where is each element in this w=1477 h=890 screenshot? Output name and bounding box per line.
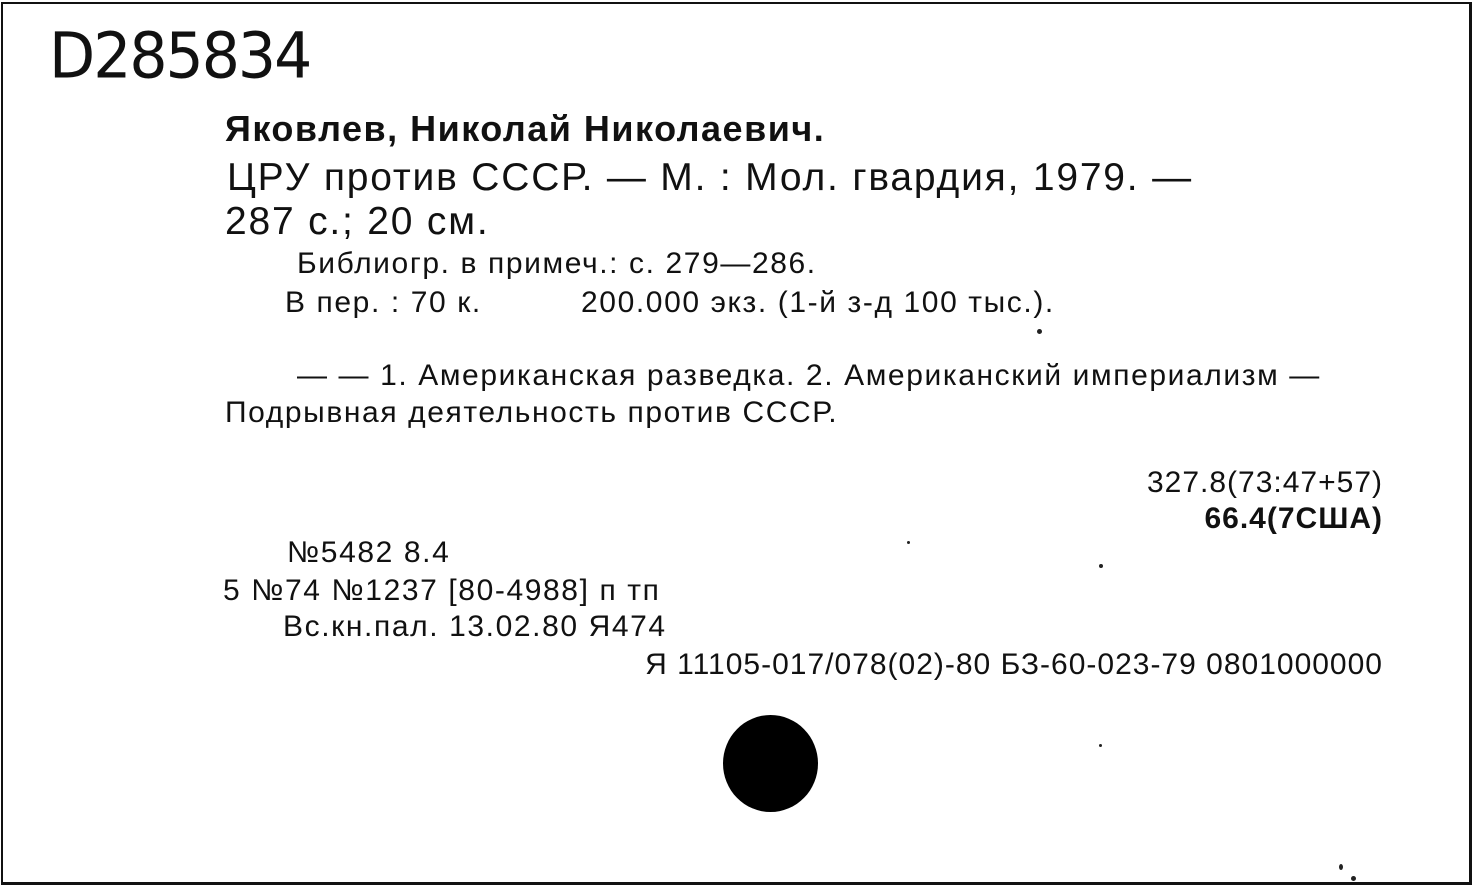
publisher-code: Я 11105-017/078(02)-80 БЗ-60-023-79 0801000000 [645, 648, 1383, 681]
ink-speck [1099, 564, 1103, 568]
bbk-classification: 66.4(7США) [1204, 502, 1383, 535]
punch-hole [723, 715, 818, 812]
ink-speck [907, 541, 910, 544]
catalog-card [1, 2, 1472, 885]
ink-speck [1351, 876, 1356, 881]
bibliography-note: Библиогр. в примеч.: с. 279—286. [297, 247, 817, 280]
record-codes: 5 №74 №1237 [80-4988] п тп [223, 574, 661, 607]
ink-speck [1037, 329, 1042, 334]
chamber-registration: Вс.кн.пал. 13.02.80 Я474 [283, 610, 667, 643]
handwritten-inventory-number: D285834 [49, 20, 311, 94]
title-statement: ЦРУ против СССР. — М. : Мол. гвардия, 1979. — [227, 156, 1193, 199]
ink-speck [1099, 744, 1102, 747]
print-run-note: 200.000 экз. (1-й з-д 100 тыс.). [581, 286, 1055, 319]
price-note: В пер. : 70 к. [285, 286, 482, 319]
record-number: №5482 8.4 [287, 536, 451, 569]
subject-headings: — — 1. Американская разведка. 2. Американский империализм — [297, 359, 1321, 392]
author-heading: Яковлев, Николай Николаевич. [225, 108, 826, 149]
subject-headings-continued: Подрывная деятельность против СССР. [225, 396, 839, 429]
udc-classification: 327.8(73:47+57) [1146, 466, 1383, 499]
physical-description: 287 с.; 20 см. [225, 200, 490, 243]
ink-speck [1339, 864, 1343, 870]
